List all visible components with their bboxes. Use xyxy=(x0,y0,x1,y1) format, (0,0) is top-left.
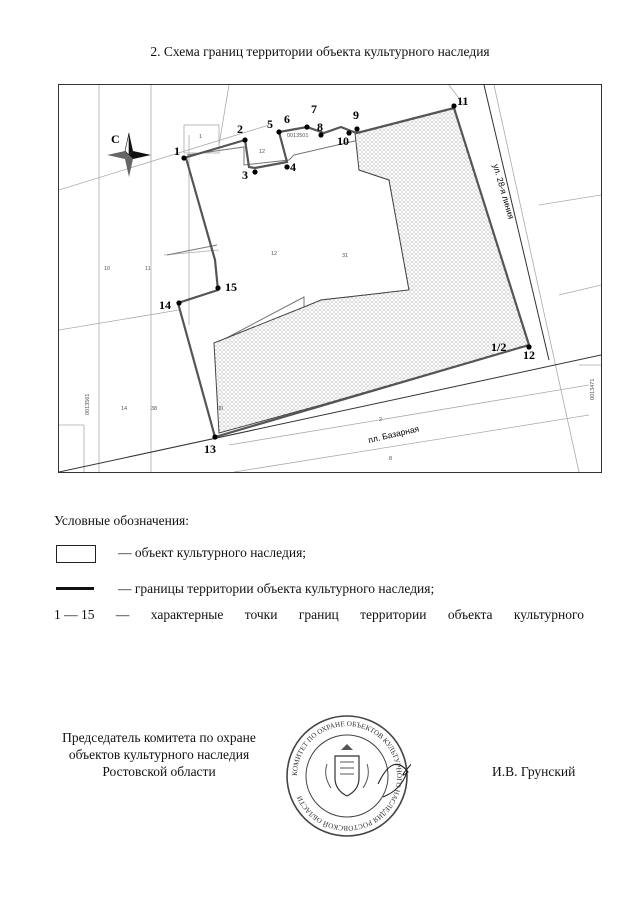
signatory-name: И.В. Грунский xyxy=(492,764,576,779)
svg-text:КОМИТЕТ ПО ОХРАНЕ ОБЪЕКТОВ КУЛ: КОМИТЕТ ПО ОХРАНЕ ОБЪЕКТОВ КУЛЬТУРНОГО НАСЛЕДИЯ РОСТОВСКОЙ ОБЛАСТИ xyxy=(290,719,404,833)
point-label-4: 4 xyxy=(290,160,296,174)
signatory-role: Председатель комитета по охране объектов культурного наследия Ростовской области xyxy=(62,730,256,779)
point-label-3: 3 xyxy=(242,168,248,182)
lot-number-1: 12 xyxy=(259,149,266,155)
legend-points-word: — xyxy=(115,607,130,622)
point-label-15: 15 xyxy=(225,280,237,294)
roads xyxy=(59,85,601,472)
point-label-14: 14 xyxy=(159,298,171,312)
point-label-1: 1 xyxy=(174,144,180,158)
lot-number-8: 00 xyxy=(217,406,224,412)
lot-number-10: 8 xyxy=(389,456,393,462)
legend-points-word: объекта xyxy=(447,607,493,622)
lot-number-9: 12 xyxy=(271,251,278,257)
legend-points-row xyxy=(54,607,584,623)
parcel-ref-label: 1/2 xyxy=(491,340,507,354)
legend-object-swatch xyxy=(56,545,96,563)
lot-number-7: 2 xyxy=(379,417,383,423)
point-label-11: 11 xyxy=(457,94,469,108)
lot-number-3: 10 xyxy=(104,266,111,272)
cadastral-label-0: 0013501 xyxy=(287,133,309,139)
street-label-east: ул. 28-я линия xyxy=(491,162,517,221)
site-plan-map xyxy=(58,84,602,473)
legend-heading: Условные обозначения: xyxy=(54,513,190,528)
site-plan-svg xyxy=(59,85,601,472)
cadastral-label-2: 0013471 xyxy=(590,378,596,400)
point-label-5: 5 xyxy=(267,117,273,131)
legend-points-word: территории xyxy=(360,607,427,622)
lot-number-2: 31 xyxy=(342,253,349,259)
legend-points-word: границ xyxy=(298,607,339,622)
compass-label: С xyxy=(111,132,120,146)
point-label-2: 2 xyxy=(237,122,243,136)
legend-boundary-swatch xyxy=(56,587,94,590)
lot-number-4: 11 xyxy=(145,266,151,272)
lot-number-6: 38 xyxy=(151,406,158,412)
point-label-12: 12 xyxy=(523,348,535,362)
point-label-7: 7 xyxy=(311,102,317,116)
legend-points-word: культурного xyxy=(513,607,584,622)
official-seal-stamp xyxy=(283,712,411,840)
point-label-8: 8 xyxy=(317,120,323,134)
cadastral-label-1: 0013561 xyxy=(85,393,91,415)
street-label-south: пл. Базарная xyxy=(367,423,420,445)
heritage-object-area xyxy=(214,108,529,433)
point-label-6: 6 xyxy=(284,112,290,126)
point-label-9: 9 xyxy=(353,108,359,122)
point-label-13: 13 xyxy=(204,442,216,456)
legend-object-text: — объект культурного наследия; xyxy=(118,545,307,560)
page-title: 2. Схема границ территории объекта культурного наследия xyxy=(150,44,490,59)
legend-points-range: 1 — 15 xyxy=(54,607,95,622)
legend-boundary-text: — границы территории объекта культурного наследия; xyxy=(118,581,435,596)
lot-number-0: 1 xyxy=(199,134,203,140)
legend-points-word: характерные xyxy=(150,607,224,622)
point-label-10: 10 xyxy=(337,134,349,148)
lot-number-5: 14 xyxy=(121,406,128,412)
legend-points-word: точки xyxy=(244,607,278,622)
